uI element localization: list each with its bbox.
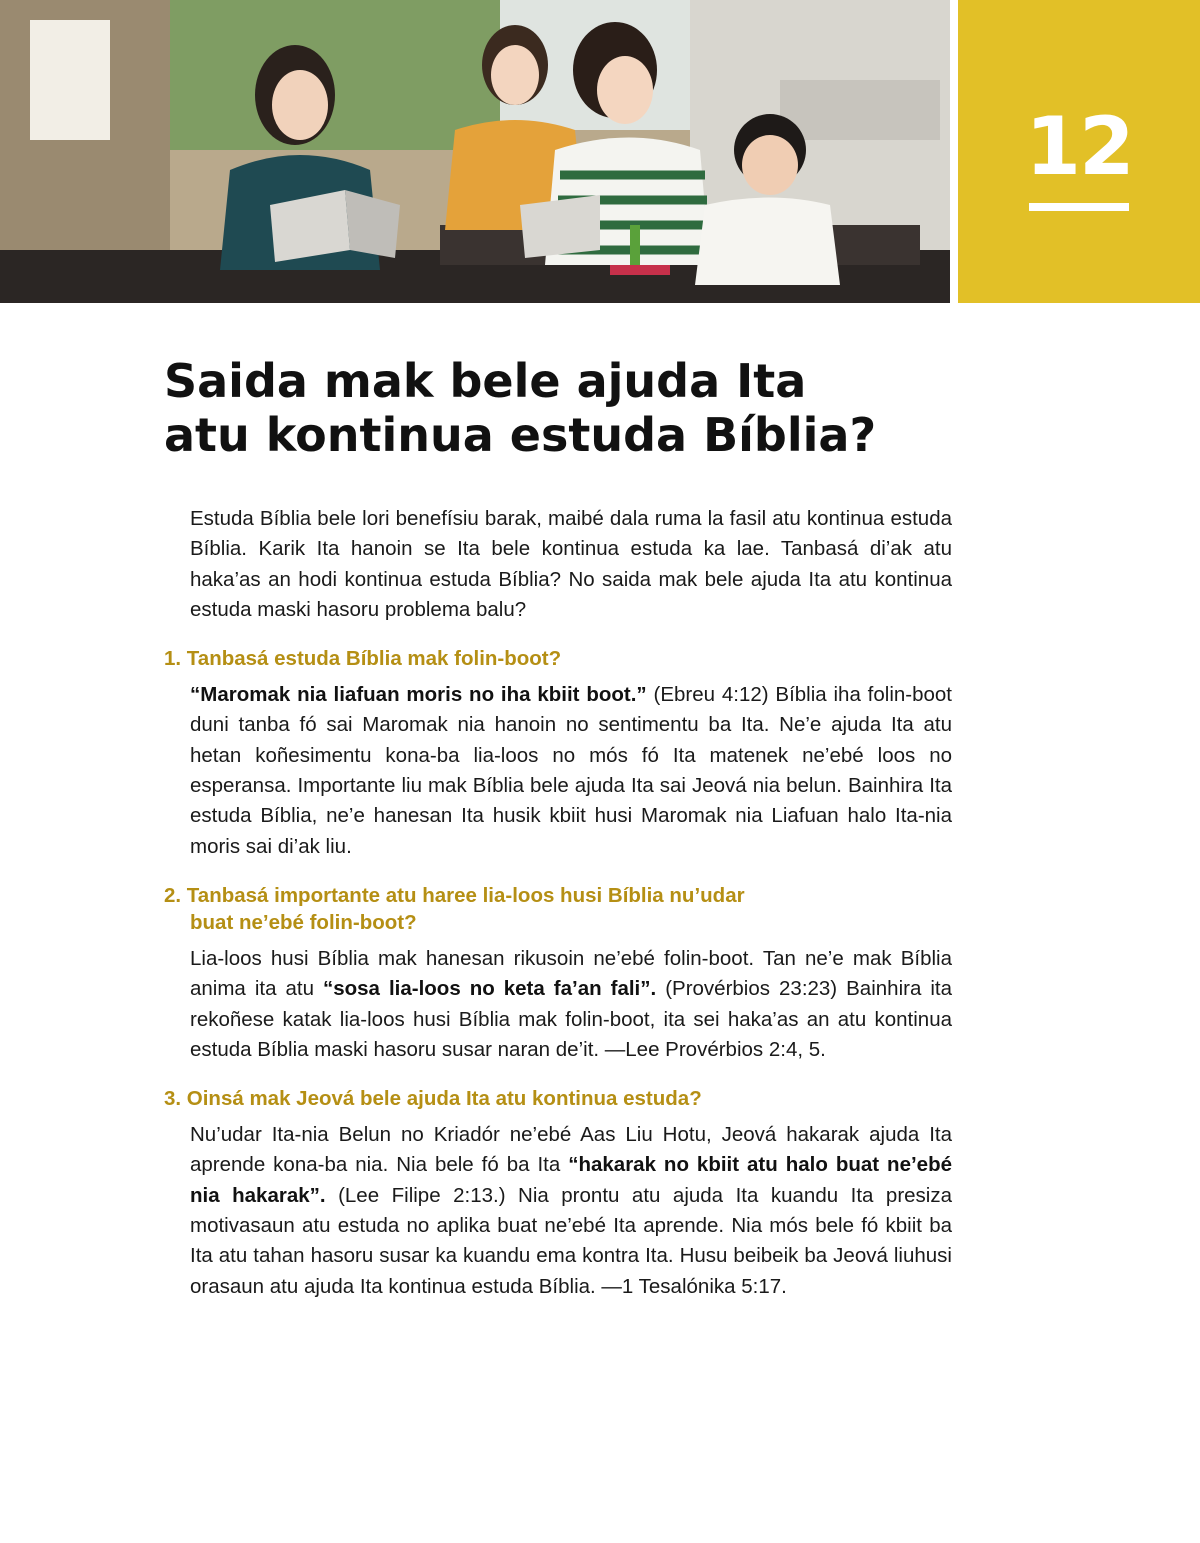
photo-illustration xyxy=(0,0,950,303)
lesson-number-badge xyxy=(958,0,1200,303)
answer-3-text-after: (Lee Filipe 2:13.) Nia prontu atu ajuda Ita kuandu Ita presiza motivasaun atu estuda no aplika buat ne’ebé Ita aprende. Nia mós bele fó kbiit ba Ita atu tahan hasoru susar ka kuandu ema kontra Ita. Husu beibeik ba Jeová liuhusi orasaun atu ajuda Ita kontinua estuda Bíblia. —1 Tesalónika 5:17. xyxy=(190,1183,953,1298)
badge-underline xyxy=(1029,203,1129,211)
answer-2 xyxy=(190,944,952,1065)
answer-1-text: (Ebreu 4:12) Bíblia iha folin-boot duni tanba fó sai Maromak nia hanoin no sentimentu ba Ita. Ne’e ajuda Ita atu hetan koñesimentu kona-ba lia-loos no mós fó Ita matenek ne’ebé loos no esperansa. Importante liu mak Bíblia bele ajuda Ita sai Jeová nia belun. Bainhira Ita estuda Bíblia, ne’e hanesan Ita husik kbiit husi Maromak nia Liafuan halo Ita-nia moris sai di’ak liu. xyxy=(190,683,953,858)
answer-2-text-after: (Provérbios 23:23) Bainhira ita rekoñese katak lia-loos husi Bíblia mak folin-boot, ita sei haka’as an atu kontinua estuda Bíblia maski hasoru susar naran de’it. —Lee Provérbios 2:4, 5. xyxy=(190,977,952,1061)
page-title-line-1: Saida mak bele ajuda Ita xyxy=(164,354,807,408)
page-title-line-2: atu kontinua estuda Bíblia? xyxy=(164,408,877,462)
answer-3-quote: “hakarak no kbiit atu halo buat ne’ebé nia hakarak”. xyxy=(190,1153,952,1207)
question-2-line-1: 2. Tanbasá importante atu haree lia-loos husi Bíblia nu’udar xyxy=(164,883,745,907)
answer-3-text-before: Nu’udar Ita-nia Belun no Kriadór ne’ebé Aas Liu Hotu, Jeová hakarak ajuda Ita aprende kona-ba nia. Nia bele fó ba Ita xyxy=(190,1123,952,1177)
question-3-text: 3. Oinsá mak Jeová bele ajuda Ita atu kontinua estuda? xyxy=(164,1087,702,1111)
question-2 xyxy=(164,882,952,936)
question-3 xyxy=(164,1085,952,1112)
answer-3 xyxy=(190,1120,952,1302)
question-1 xyxy=(164,645,952,672)
answer-2-text-before: Lia-loos husi Bíblia mak hanesan rikusoin ne’ebé folin-boot. Tan ne’e mak Bíblia anima ita atu xyxy=(190,946,952,1001)
answer-1-quote: “Maromak nia liafuan moris no iha kbiit boot.” xyxy=(190,683,647,707)
question-2-line-2: buat ne’ebé folin-boot? xyxy=(190,910,417,934)
answer-2-quote: “sosa lia-loos no keta fa’an fali”. xyxy=(322,977,657,1001)
answer-1 xyxy=(190,680,952,862)
lesson-number: 12 xyxy=(1025,100,1133,193)
intro-paragraph: Estuda Bíblia bele lori benefísiu barak, maibé dala ruma la fasil atu kontinua estuda Bíblia. Karik Ita hanoin se Ita bele kontinua estuda ka lae. Tanbasá di’ak atu haka’as an hodi kontinua estuda Bíblia? No saida mak bele ajuda Ita atu kontinua estuda maski hasoru problema balu? xyxy=(190,507,952,621)
article-content xyxy=(164,504,953,1302)
page-title xyxy=(164,354,876,462)
family-bible-study-photo xyxy=(0,0,950,303)
question-1-text: 1. Tanbasá estuda Bíblia mak folin-boot? xyxy=(164,647,562,671)
